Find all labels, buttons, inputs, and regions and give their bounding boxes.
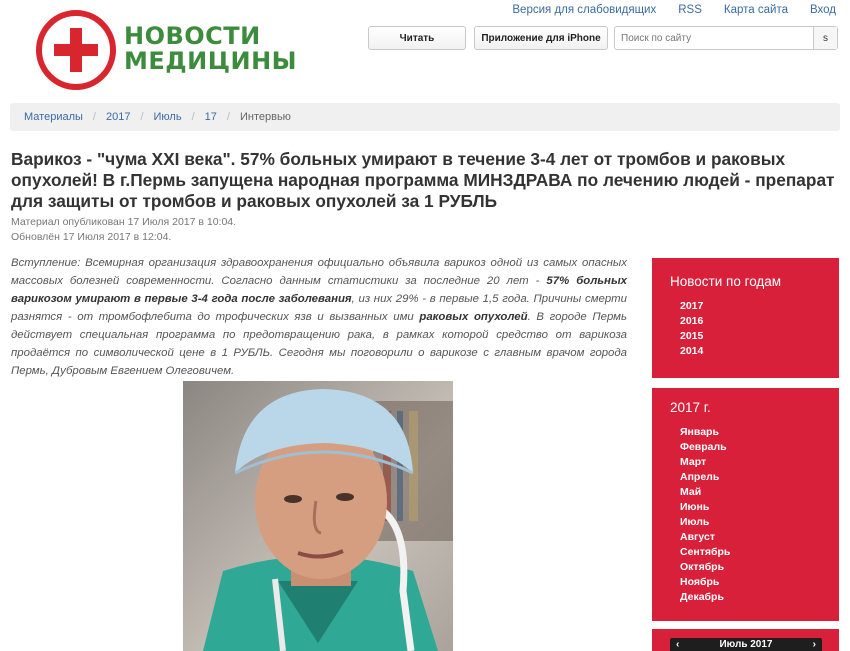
month-item-feb[interactable]: Февраль (680, 441, 727, 453)
logo-line-1: НОВОСТИ (124, 22, 261, 50)
month-item-jul[interactable]: Июль (680, 516, 710, 528)
month-item-jun[interactable]: Июнь (680, 501, 710, 513)
iphone-app-button[interactable]: Приложение для iPhone (474, 26, 608, 50)
breadcrumb-separator: / (226, 111, 230, 123)
calendar-next-icon[interactable]: › (812, 639, 816, 650)
year-item-2017[interactable]: 2017 (680, 300, 704, 312)
intro-highlight-1: 57% больных варикозом умирают в первые 3-4 года после заболевания (11, 275, 628, 305)
calendar-panel (652, 629, 839, 651)
logo-text (124, 24, 297, 74)
month-item-apr[interactable]: Апрель (680, 471, 720, 483)
breadcrumb-materials[interactable]: Материалы (24, 111, 83, 123)
breadcrumb-month[interactable]: Июль (153, 111, 182, 123)
published-date: Материал опубликован 17 Июля 2017 в 10:04. (11, 216, 237, 228)
red-cross-icon (36, 10, 116, 90)
sitemap-link[interactable]: Карта сайта (723, 4, 788, 16)
rss-link[interactable]: RSS (678, 4, 702, 16)
breadcrumb-separator: / (191, 111, 195, 123)
article-meta (11, 215, 236, 245)
month-item-may[interactable]: Май (680, 486, 702, 498)
doctor-photo (183, 381, 453, 651)
month-item-oct[interactable]: Октябрь (680, 561, 725, 573)
intro-text-1: Вступление: Всемирная организация здравоохранения официально объявила варикоз одной из самых опасных массовых болезней современности. Согласно данным статистики за последние 20 лет - (11, 257, 627, 287)
breadcrumb-separator: / (92, 111, 96, 123)
month-item-aug[interactable]: Август (680, 531, 715, 543)
calendar-prev-icon[interactable]: ‹ (676, 639, 680, 650)
month-item-jan[interactable]: Январь (680, 426, 719, 438)
year-list (670, 299, 839, 359)
month-list (670, 425, 839, 605)
search-box (614, 26, 838, 50)
intro-text-2: , из них 29% - в первые 1,5 года. Причины смерти разнятся - от тромбофлебита до трофических язв и вызванных ими (11, 293, 627, 323)
updated-date: Обновлён 17 Июля 2017 в 12:04. (11, 231, 172, 243)
login-link[interactable]: Вход (809, 4, 836, 16)
breadcrumb-current: Интервью (239, 111, 291, 123)
year-item-2015[interactable]: 2015 (680, 330, 704, 342)
news-by-year-title: Новости по годам (670, 274, 782, 289)
accessibility-link[interactable]: Версия для слабовидящих (512, 4, 657, 16)
year-item-2014[interactable]: 2014 (680, 345, 704, 357)
article-title: Варикоз - "чума XXI века". 57% больных умирают в течение 3-4 лет от тромбов и раковых опухолей! В г.Пермь запущена народная программа МИНЗДРАВА по лечению людей - препарат для защиты от тромбов и раковых опухолей за 1 РУБЛЬ (11, 149, 835, 211)
month-item-mar[interactable]: Март (680, 456, 707, 468)
doctor-portrait-image (183, 381, 453, 651)
read-button[interactable]: Читать (368, 26, 466, 50)
breadcrumb (10, 103, 840, 131)
month-item-nov[interactable]: Ноябрь (680, 576, 720, 588)
site-logo[interactable] (36, 10, 298, 92)
breadcrumb-separator: / (140, 111, 144, 123)
intro-text-3: . В городе Пермь действует специальная программа по предотвращению рака, в рамках которой средство от варикоза продаётся по символической цене в 1 РУБЛЬ. Сегодня мы поговорили о варикозе с главным врачом города Пермь, Дубровым Евгением Олеговичем. (11, 311, 627, 377)
search-button[interactable]: s (813, 27, 837, 49)
month-item-dec[interactable]: Декабрь (680, 591, 724, 603)
calendar-header (670, 638, 822, 651)
breadcrumb-day[interactable]: 17 (204, 111, 217, 123)
article-intro (11, 254, 627, 380)
news-by-year-panel (652, 258, 839, 378)
search-input[interactable] (615, 27, 813, 49)
calendar-month-label: Июль 2017 (719, 639, 773, 650)
year-item-2016[interactable]: 2016 (680, 315, 704, 327)
logo-line-2: МЕДИЦИНЫ (124, 47, 298, 75)
breadcrumb-year[interactable]: 2017 (105, 111, 131, 123)
intro-highlight-2: раковых опухолей (419, 311, 528, 323)
month-item-sep[interactable]: Сентябрь (680, 546, 731, 558)
top-links (490, 4, 836, 16)
year-months-panel (652, 388, 839, 621)
year-title: 2017 г. (670, 400, 711, 415)
